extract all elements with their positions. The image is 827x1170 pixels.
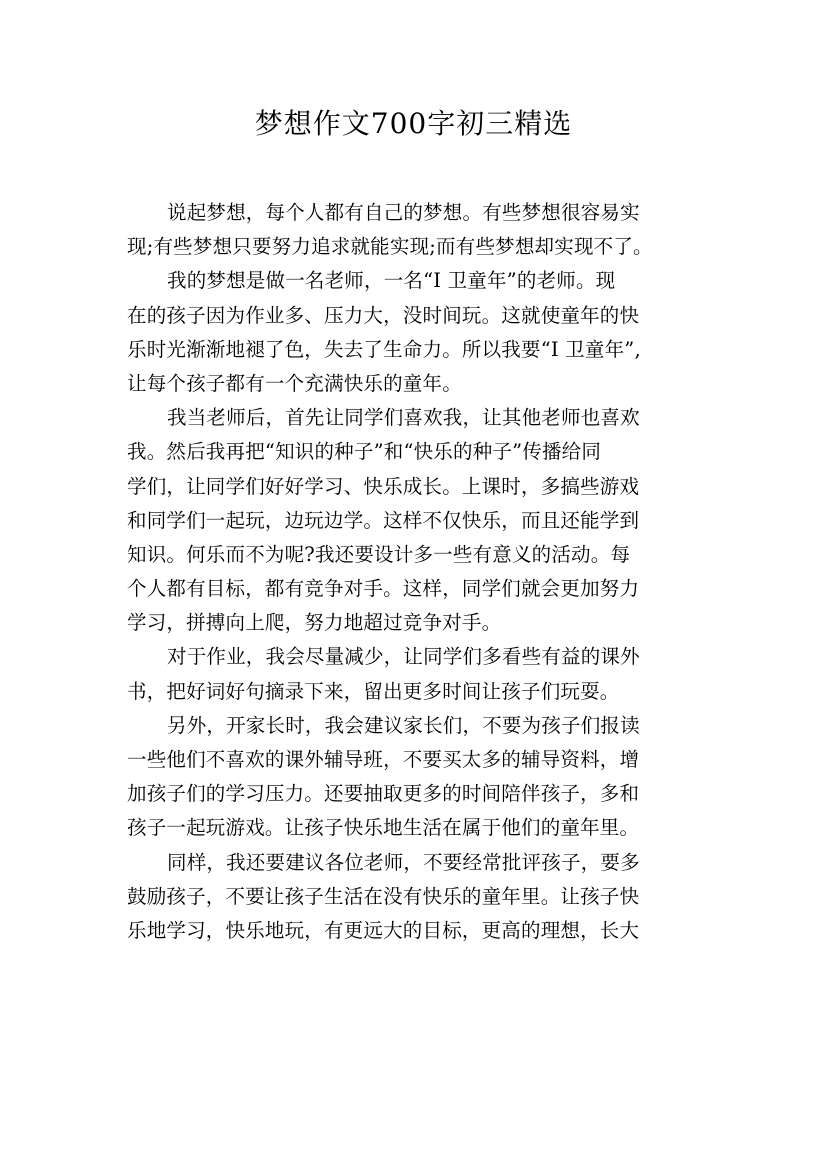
paragraph-line: 个人都有目标，都有竞争对手。这样，同学们就会更加努力: [127, 577, 640, 601]
paragraph-line: 同样，我还要建议各位老师，不要经常批评孩子，要多: [167, 850, 640, 874]
paragraph-line: 现;有些梦想只要努力追求就能实现;而有些梦想却实现不了。: [127, 235, 653, 259]
paragraph-line: 乐地学习，快乐地玩，有更远大的目标，更高的理想，长大: [127, 918, 640, 942]
paragraph-line: 我当老师后，首先让同学们喜欢我，让其他老师也喜欢: [167, 406, 640, 430]
paragraph-line: 知识。何乐而不为呢?我还要设计多一些有意义的活动。每: [127, 542, 631, 566]
paragraph-line: 学习，拼搏向上爬，努力地超过竞争对手。: [127, 611, 502, 635]
paragraph-line: 我。然后我再把“知识的种子”和“快乐的种子”传播给同: [127, 440, 602, 464]
paragraph-line: 孩子一起玩游戏。让孩子快乐地生活在属于他们的童年里。: [127, 816, 640, 840]
paragraph-line: 学们，让同学们好好学习、快乐成长。上课时，多搞些游戏: [127, 474, 640, 498]
paragraph-line: 让每个孩子都有一个充满快乐的童年。: [127, 371, 462, 395]
paragraph-line: 对于作业，我会尽量减少，让同学们多看些有益的课外: [167, 645, 640, 669]
paragraph-line: 另外，开家长时，我会建议家长们，不要为孩子们报读: [167, 713, 640, 737]
paragraph-line: 鼓励孩子，不要让孩子生活在没有快乐的童年里。让孩子快: [127, 884, 640, 908]
paragraph-line: 一些他们不喜欢的课外辅导班，不要买太多的辅导资料，增: [127, 748, 640, 771]
paragraph-line: 和同学们一起玩，边玩边学。这样不仅快乐，而且还能学到: [127, 508, 640, 532]
paragraph-line: 我的梦想是做一名老师，一名“I 卫童年”的老师。现: [167, 269, 616, 293]
paragraph-line: 说起梦想，每个人都有自己的梦想。有些梦想很容易实: [167, 201, 640, 224]
paragraph-line: 乐时光渐渐地褪了色，失去了生命力。所以我要“I 卫童年”,: [127, 337, 641, 361]
paragraph-line: 加孩子们的学习压力。还要抽取更多的时间陪伴孩子，多和: [127, 782, 640, 806]
paragraph-line: 在的孩子因为作业多、压力大，没时间玩。这就使童年的快: [127, 303, 640, 327]
document-body: [127, 196, 707, 948]
document-title: 梦想作文700字初三精选: [254, 107, 573, 140]
paragraph-line: 书，把好词好句摘录下来，留出更多时间让孩子们玩耍。: [127, 679, 620, 703]
